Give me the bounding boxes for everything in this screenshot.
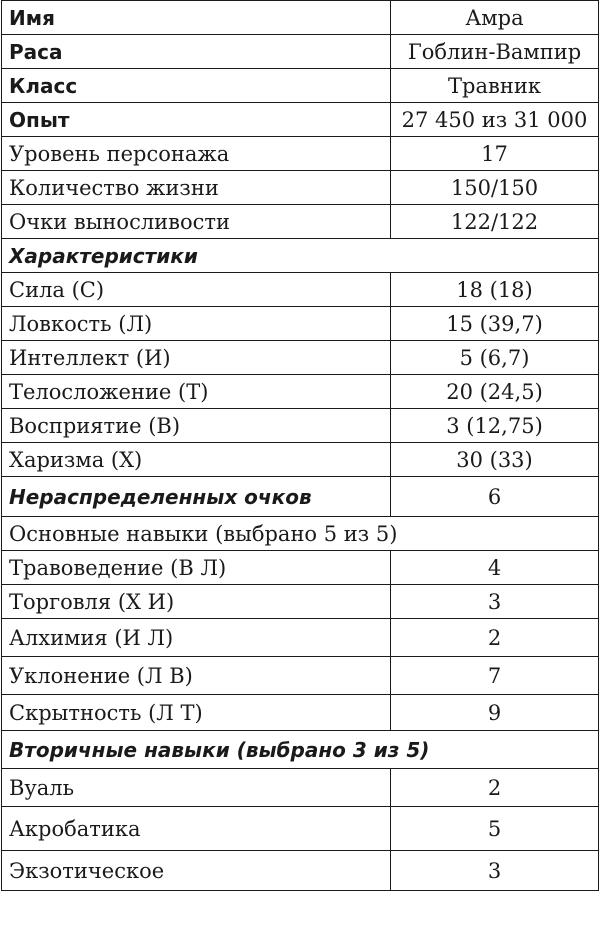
stat-label: Восприятие (В) [2,409,391,443]
main-skills-title: Основные навыки (выбрано 5 из 5) [2,517,599,551]
skill-row [2,551,599,585]
secondary-skill-value: 2 [391,769,599,807]
secondary-skill-row [2,851,599,891]
stamina-value: 122/122 [391,205,599,239]
row-race [2,35,599,69]
stat-value: 3 (12,75) [391,409,599,443]
secondary-skill-label: Акробатика [2,807,391,851]
name-label: Имя [2,1,391,35]
experience-label: Опыт [2,103,391,137]
stat-label: Интеллект (И) [2,341,391,375]
row-name [2,1,599,35]
stat-value: 20 (24,5) [391,375,599,409]
secondary-skill-value: 5 [391,807,599,851]
stat-row-constitution [2,375,599,409]
row-experience [2,103,599,137]
stat-label: Телосложение (Т) [2,375,391,409]
row-stamina [2,205,599,239]
secondary-skills-title: Вторичные навыки (выбрано 3 из 5) [2,731,599,769]
stat-value: 5 (6,7) [391,341,599,375]
secondary-skill-row [2,769,599,807]
skill-value: 9 [391,695,599,731]
stat-row-agility [2,307,599,341]
experience-value: 27 450 из 31 000 [391,103,599,137]
secondary-skill-row [2,807,599,851]
level-value: 17 [391,137,599,171]
skill-row [2,695,599,731]
characteristics-header-row [2,239,599,273]
name-value: Амра [391,1,599,35]
skill-row [2,585,599,619]
row-health [2,171,599,205]
unallocated-points-row [2,477,599,517]
skill-label: Скрытность (Л Т) [2,695,391,731]
health-value: 150/150 [391,171,599,205]
class-label: Класс [2,69,391,103]
stat-value: 30 (33) [391,443,599,477]
main-skills-header-row [2,517,599,551]
health-label: Количество жизни [2,171,391,205]
stat-row-perception [2,409,599,443]
stat-row-strength [2,273,599,307]
unallocated-points-label: Нераспределенных очков [2,477,391,517]
stat-row-charisma [2,443,599,477]
character-sheet-table [1,0,599,891]
skill-label: Уклонение (Л В) [2,657,391,695]
stat-row-intellect [2,341,599,375]
row-class [2,69,599,103]
secondary-skill-value: 3 [391,851,599,891]
skill-value: 2 [391,619,599,657]
race-label: Раса [2,35,391,69]
skill-value: 3 [391,585,599,619]
secondary-skill-label: Экзотическое [2,851,391,891]
stamina-label: Очки выносливости [2,205,391,239]
skill-value: 4 [391,551,599,585]
skill-label: Торговля (Х И) [2,585,391,619]
skill-label: Травоведение (В Л) [2,551,391,585]
unallocated-points-value: 6 [391,477,599,517]
skill-label: Алхимия (И Л) [2,619,391,657]
secondary-skills-header-row [2,731,599,769]
race-value: Гоблин-Вампир [391,35,599,69]
stat-label: Харизма (Х) [2,443,391,477]
stat-label: Ловкость (Л) [2,307,391,341]
characteristics-title: Характеристики [2,239,599,273]
stat-label: Сила (С) [2,273,391,307]
skill-value: 7 [391,657,599,695]
stat-value: 15 (39,7) [391,307,599,341]
skill-row [2,657,599,695]
secondary-skill-label: Вуаль [2,769,391,807]
skill-row [2,619,599,657]
row-level [2,137,599,171]
stat-value: 18 (18) [391,273,599,307]
level-label: Уровень персонажа [2,137,391,171]
class-value: Травник [391,69,599,103]
